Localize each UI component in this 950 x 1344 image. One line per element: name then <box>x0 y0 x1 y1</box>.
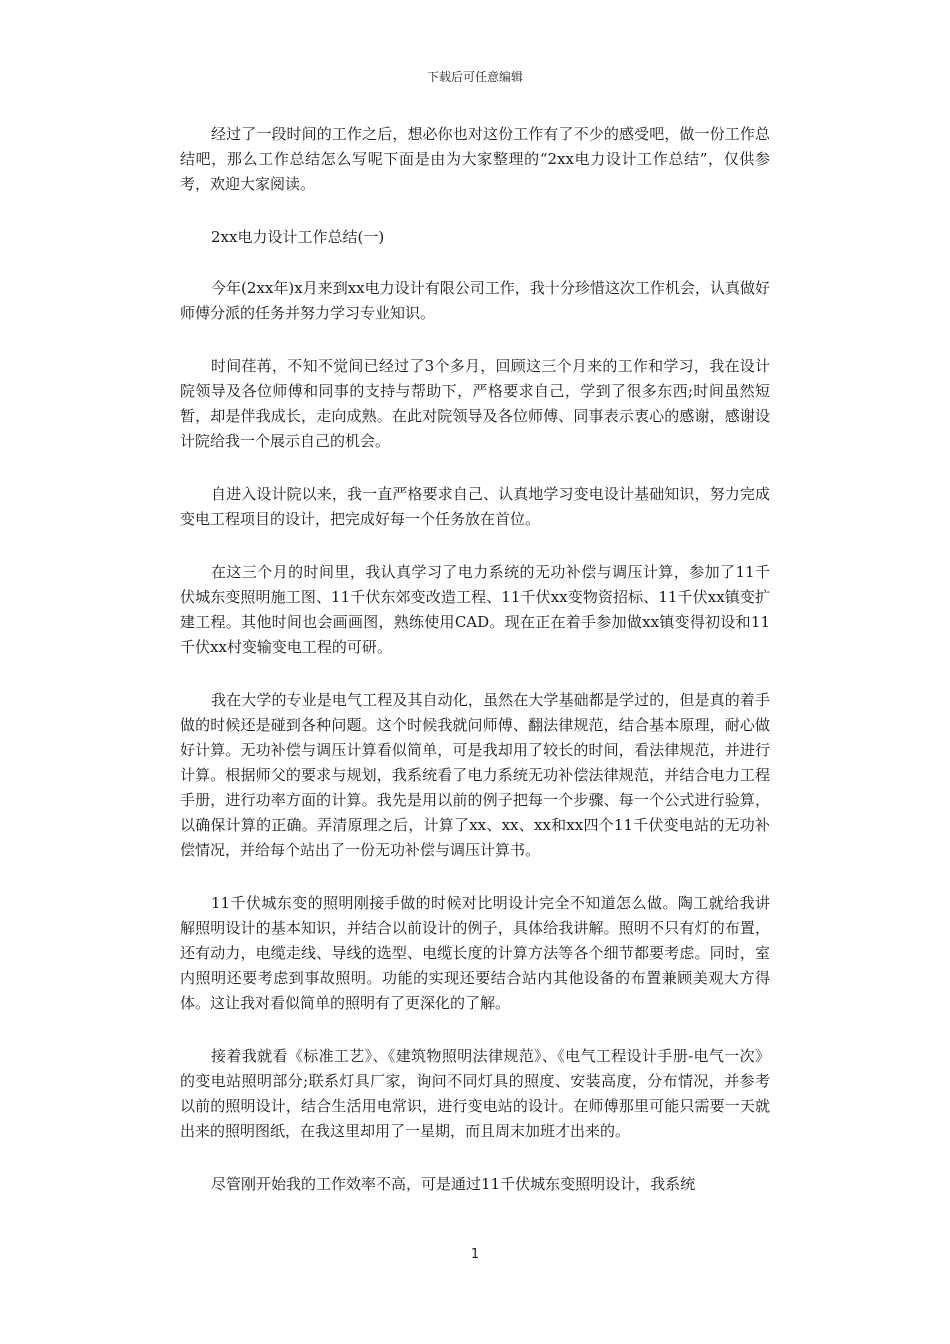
body-paragraph: 尽管刚开始我的工作效率不高，可是通过11千伏城东变照明设计，我系统 <box>211 1175 696 1193</box>
document-body <box>180 122 770 1225</box>
body-paragraph: 接着我就看《标准工艺》、《建筑物照明法律规范》、《电气工程设计手册-电气一次》的变电站照明部分;联系灯具厂家，询问不同灯具的照度、安装高度，分布情况，并参考以前的照明设计，结合生活用电常识，进行变电站的设计。在师傅那里可能只需要一天就出来的照明图纸，在我这里却用了一星期，而且周末加班才出来的。 <box>180 1047 770 1140</box>
body-paragraph: 时间荏苒，不知不觉间已经过了3个多月，回顾这三个月来的工作和学习，我在设计院领导及各位师傅和同事的支持与帮助下，严格要求自己，学到了很多东西;时间虽然短暂，却是伴我成长，走向成熟。在此对院领导及各位师傅、同事表示衷心的感谢，感谢设计院给我一个展示自己的机会。 <box>180 357 770 450</box>
body-paragraph: 我在大学的专业是电气工程及其自动化，虽然在大学基础都是学过的，但是真的着手做的时候还是碰到各种问题。这个时候我就问师傅、翻法律规范，结合基本原理，耐心做好计算。无功补偿与调压计算看似简单，可是我却用了较长的时间，看法律规范，并进行计算。根据师父的要求与规划，我系统看了电力系统无功补偿法律规范，并结合电力工程手册，进行功率方面的计算。我先是用以前的例子把每一个步骤、每一个公式进行验算，以确保计算的正确。弄清原理之后，计算了xx、xx、xx和xx四个11千伏变电站的无功补偿情况，并给每个站出了一份无功补偿与调压计算书。 <box>180 691 770 859</box>
body-paragraph: 在这三个月的时间里，我认真学习了电力系统的无功补偿与调压计算，参加了11千伏城东变照明施工图、11千伏东郊变改造工程、11千伏xx变物资招标、11千伏xx镇变扩建工程。其他时间也会画画图，熟练使用CAD。现在正在着手参加做xx镇变得初设和11千伏xx村变输变电工程的可研。 <box>180 563 770 656</box>
page-number: 1 <box>470 1247 480 1262</box>
page-header: 下载后可任意编辑 <box>426 70 523 84</box>
body-paragraph: 今年(2xx年)x月来到xx电力设计有限公司工作，我十分珍惜这次工作机会，认真做好师傅分派的任务并努力学习专业知识。 <box>180 279 770 322</box>
body-paragraph: 11千伏城东变的照明刚接手做的时候对比明设计完全不知道怎么做。陶工就给我讲解照明设计的基本知识，并结合以前设计的例子，具体给我讲解。照明不只有灯的布置，还有动力，电缆走线、导线的选型、电缆长度的计算方法等各个细节都要考虑。同时，室内照明还要考虑到事故照明。功能的实现还要结合站内其他设备的布置兼顾美观大方得体。这让我对看似简单的照明有了更深化的了解。 <box>180 894 770 1012</box>
body-paragraph: 自进入设计院以来，我一直严格要求自己、认真地学习变电设计基础知识，努力完成变电工程项目的设计，把完成好每一个任务放在首位。 <box>180 485 770 528</box>
section-heading: 2xx电力设计工作总结(一) <box>211 228 385 246</box>
intro-paragraph: 经过了一段时间的工作之后，想必你也对这份工作有了不少的感受吧，做一份工作总结吧，那么工作总结怎么写呢下面是由为大家整理的“2xx电力设计工作总结”，仅供参考，欢迎大家阅读。 <box>180 125 770 193</box>
